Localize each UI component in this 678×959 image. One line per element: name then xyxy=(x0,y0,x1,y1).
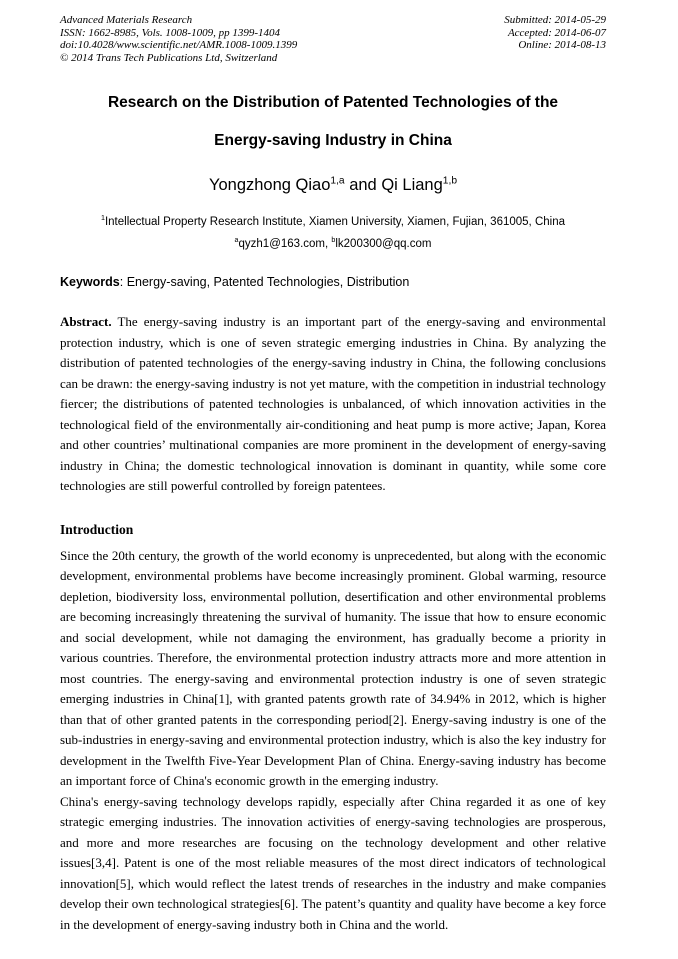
emails-separator: , xyxy=(325,238,332,251)
journal-name: Advanced Materials Research xyxy=(60,14,193,26)
introduction-paragraph-2: China's energy-saving technology develops rapidly, especially after China regarded it as one of key strategic emerging industries. The innovation activities of energy-saving technologies are prosperous, and more and more researches are focusing on the technology development and other relative issues[3,4]. Patent is one of the most reliable measures of the most direct indicators of technological innovation[5], which would reflect the latest trends of researches in the industry and make companies develop their own technological strategies[6]. The patent’s quantity and quality have become a key force in the development of energy-saving industry both in China and the world. xyxy=(60,793,606,932)
paper-title xyxy=(60,93,606,151)
accepted-date: Accepted: 2014-06-07 xyxy=(507,26,606,39)
journal-issn-line: ISSN: 1662-8985, Vols. 1008-1009, pp 1399-1404 xyxy=(60,26,280,39)
authors-line xyxy=(60,176,606,195)
keywords-text: : Energy-saving, Patented Technologies, Distribution xyxy=(119,275,410,290)
journal-info xyxy=(60,14,297,64)
paper-title-line1: Research on the Distribution of Patented Technologies of the xyxy=(107,94,559,112)
email-b-superscript: b xyxy=(331,236,336,245)
email-a-superscript: a xyxy=(234,236,239,245)
author-name-1: Yongzhong Qiao xyxy=(208,176,331,195)
author-name-2: Qi Liang xyxy=(381,176,443,195)
abstract-label: Abstract. xyxy=(60,314,112,330)
abstract-paragraph xyxy=(60,312,606,497)
email-a: qyzh1@163.com xyxy=(238,238,325,251)
authors-connector: and xyxy=(344,176,382,195)
keywords-line xyxy=(60,275,606,289)
journal-header xyxy=(60,14,606,64)
online-date: Online: 2014-08-13 xyxy=(518,39,606,52)
journal-copyright-line: © 2014 Trans Tech Publications Ltd, Switzerland xyxy=(60,51,278,64)
introduction-paragraph-1: Since the 20th century, the growth of the world economy is unprecedented, but along with the economic development, environmental problems have become increasingly prominent. Global warming, resource depletion, biodiversity loss, environmental pollution, desertification and other environmental problems are becoming increasingly threatening the survival of humanity. The issue that how to ensure economic and social development, while not damaging the environment, has gradually become a priority in various countries. Therefore, the environmental protection industry attracts more and more attention in most countries. The energy-saving and environmental protection industry is one of seven strategic emerging industries in China[1], with granted patents growth rate of 34.94% in 2012, which is higher than that of other granted patents in the corresponding period[2]. Energy-saving industry is one of the sub-industries in energy-saving and environmental protection industry, which is also the key industry for development in the Twelfth Five-Year Development Plan of China. Energy-saving industry has become an important force of China's economic growth in the emerging industry. xyxy=(60,547,606,789)
affiliation-line xyxy=(60,216,606,228)
paper-title-line2: Energy-saving Industry in China xyxy=(214,132,452,150)
abstract-text: The energy-saving industry is an important part of the energy-saving and environmental protection industry, which is one of seven strategic emerging industries in China. By analyzing the distribution of patented technologies of the energy-saving industry in China, the following conclusions can be drawn: the energy-saving industry is not yet mature, with the competition in industrial technology fiercer; the distributions of patented technologies is unbalanced, of which innovation activities in the technological field of the environmentally air-conditioning and heat pump is more active; Japan, Korea and other countries’ multinational companies are more prominent in the development of energy-saving industry in China; the domestic technological innovation is dominant in quantity, while some core technologies are still powerful controlled by foreign patentees. xyxy=(60,314,606,494)
submission-dates xyxy=(504,14,606,64)
affiliation-text: Intellectual Property Research Institute, Xiamen University, Xiamen, Fujian, 361005, China xyxy=(104,216,565,229)
journal-doi-line: doi:10.4028/www.scientific.net/AMR.1008-1009.1399 xyxy=(60,39,298,52)
email-b: lk200300@qq.com xyxy=(335,238,432,251)
affiliation-superscript: 1 xyxy=(101,214,105,223)
author-1-superscript: 1,a xyxy=(330,175,345,187)
submitted-date: Submitted: 2014-05-29 xyxy=(504,14,606,26)
section-heading-introduction: Introduction xyxy=(60,521,134,537)
emails-line xyxy=(60,238,606,250)
author-2-superscript: 1,b xyxy=(442,175,458,187)
keywords-label: Keywords xyxy=(60,275,120,290)
